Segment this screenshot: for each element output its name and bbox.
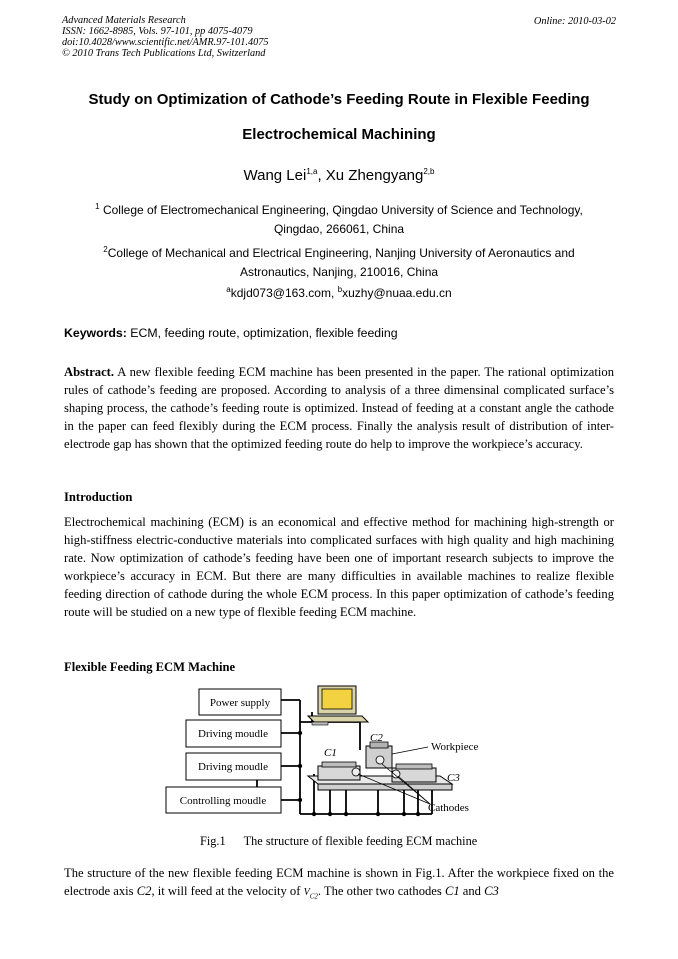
figure-1-caption-text: The structure of flexible feeding ECM machine	[243, 834, 478, 848]
affiliation-1-line2: Qingdao, 266061, China	[273, 222, 405, 236]
label-c1: C1	[324, 747, 337, 759]
author-1-superscript: 1,a	[306, 167, 318, 176]
introduction-heading: Introduction	[64, 490, 133, 504]
email-a: kdjd073@163.com	[230, 286, 331, 300]
author-separator: ,	[317, 167, 326, 184]
symbol-c3: C3	[484, 884, 499, 899]
computer-icon	[308, 686, 368, 725]
machine-section-heading: Flexible Feeding ECM Machine	[64, 660, 236, 674]
body-text-part1: The structure of the new flexible feeding ECM machine is shown in Fig.1. After the workpiece fixed on the electrode axis	[64, 866, 614, 899]
author-1-name: Wang Lei	[243, 167, 307, 184]
symbol-c2: C2	[136, 884, 152, 899]
author-list	[40, 167, 638, 184]
label-c2: C2	[370, 732, 383, 744]
online-date: Online: 2010-03-02	[533, 16, 616, 27]
label-workpiece: Workpiece	[431, 741, 479, 753]
symbol-c1: C1	[444, 884, 460, 899]
controlling-module-label: Controlling moudle	[179, 795, 267, 807]
body-text-part4: and	[459, 884, 485, 899]
label-c3: C3	[447, 772, 460, 784]
paper-title-line1: Study on Optimization of Cathode’s Feeding Route in Flexible Feeding	[88, 91, 590, 108]
journal-doi: doi:10.4028/www.scientific.net/AMR.97-101.4075	[62, 37, 269, 48]
figure-1-diagram	[0, 684, 678, 824]
abstract-text: A new flexible feeding ECM machine has been presented in the paper. The rational optimization rules of cathode’s feeding are proposed. According to analysis of a three dimensinal complicated surface’s shaping process, the cathode’s feeding route is optimized. Instead of feeding at a constant angle the cathode in the paper can feed flexibly during the ECM process. Finally the analysis result of distribution of inter-electrode gap has shown that the optimized feeding route do help to improve the workpiece’s accuracy.	[64, 365, 614, 452]
journal-copyright: © 2010 Trans Tech Publications Ltd, Switzerland	[62, 48, 266, 59]
affiliation-2-marker: 2	[103, 245, 108, 254]
abstract	[64, 363, 614, 453]
driving-module-label-2: Driving moudle	[198, 761, 268, 773]
keywords-text: ECM, feeding route, optimization, flexible feeding	[126, 326, 398, 340]
email-b: xuzhy@nuaa.edu.cn	[342, 286, 452, 300]
machine-description-text	[64, 864, 614, 906]
power-supply-label: Power supply	[209, 697, 271, 709]
symbol-velocity-subscript: C2	[309, 892, 318, 901]
paper-title-line2: Electrochemical Machining	[242, 126, 436, 143]
affiliation-2	[80, 244, 598, 282]
affiliation-1	[80, 201, 598, 239]
email-separator: ,	[330, 286, 338, 300]
affiliation-1-line1: College of Electromechanical Engineering, Qingdao University of Science and Technology,	[102, 203, 583, 217]
abstract-label: Abstract.	[64, 365, 115, 379]
affiliation-1-marker: 1	[95, 202, 100, 211]
keywords-label: Keywords:	[64, 326, 127, 340]
figure-1-caption	[200, 834, 477, 849]
body-text-part2: , it will feed at the velocity of	[151, 884, 304, 899]
author-2-name: Xu Zhengyang	[325, 167, 424, 184]
author-2-superscript: 2,b	[423, 167, 435, 176]
driving-module-label-1: Driving moudle	[198, 728, 268, 740]
introduction-text: Electrochemical machining (ECM) is an economical and effective method for machining high-strength or high-stiffness electric-conductive materials into complicated surfaces with high quality and high machining rate. Now optimization of cathode’s feeding have been one of important research subjects to improve the workpiece’s accuracy in ECM. But there are many difficulties in available machines to realize flexible feeding direction of cathode during the whole ECM process. In this paper optimization of cathode’s feeding route will be studied on a new type of flexible feeding ECM machine.	[64, 515, 614, 620]
email-a-marker: a	[226, 285, 231, 294]
affiliation-2-line2: Astronautics, Nanjing, 210016, China	[239, 265, 439, 279]
label-cathodes: Cathodes	[428, 802, 469, 814]
email-b-marker: b	[337, 285, 343, 294]
body-text-part3: . The other two cathodes	[317, 884, 445, 899]
symbol-velocity: V	[303, 887, 310, 899]
journal-issn: ISSN: 1662-8985, Vols. 97-101, pp 4075-4079	[62, 26, 253, 37]
keywords	[64, 326, 398, 340]
affiliation-2-line1: College of Mechanical and Electrical Engineering, Nanjing University of Aeronautics and	[107, 246, 575, 260]
journal-name: Advanced Materials Research	[62, 15, 186, 26]
author-emails	[40, 286, 638, 300]
figure-1-number: Fig.1	[200, 834, 226, 848]
